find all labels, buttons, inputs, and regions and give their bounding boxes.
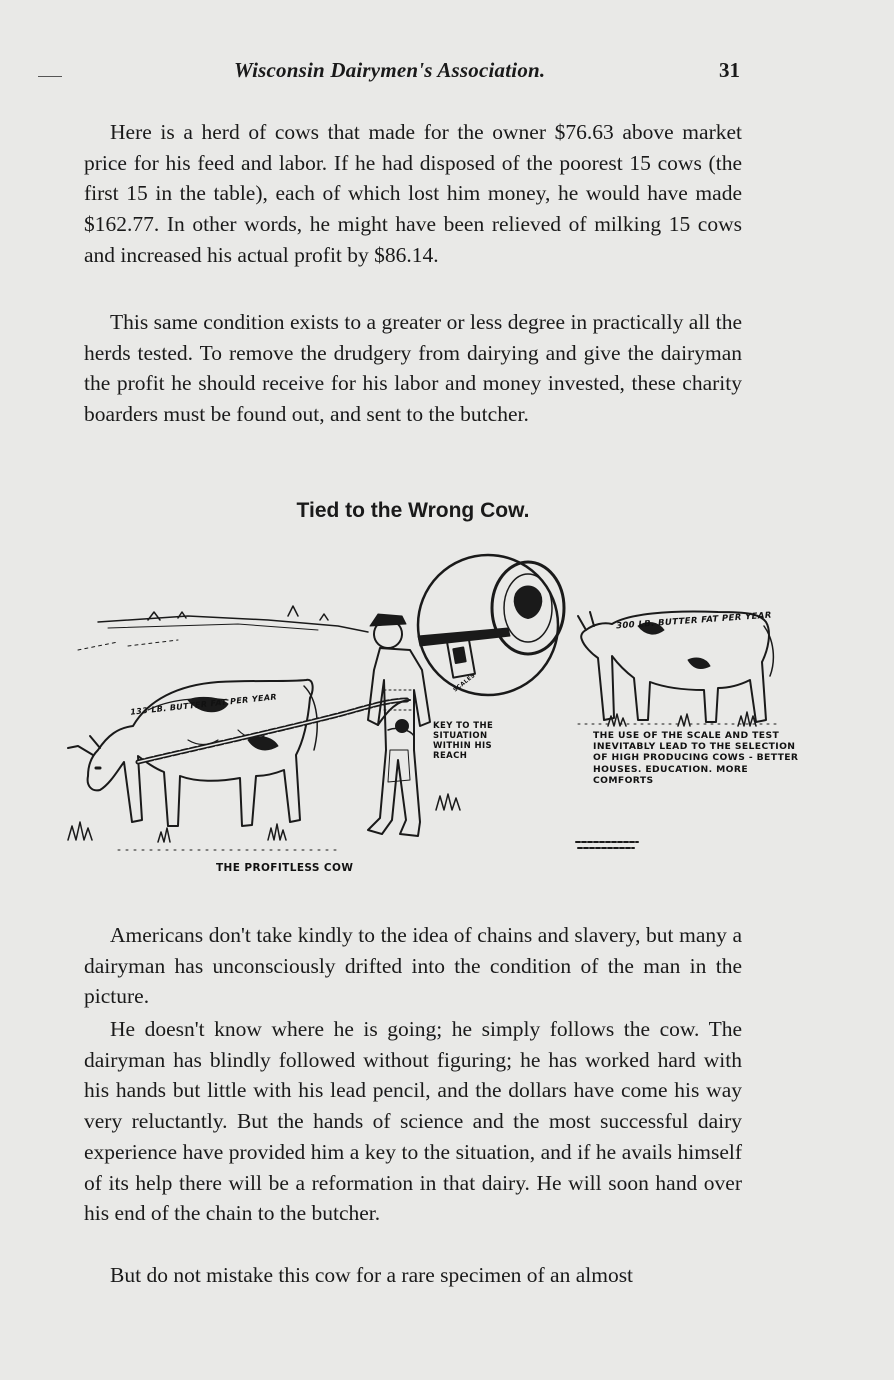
illustration-title: Tied to the Wrong Cow. — [296, 499, 530, 522]
paragraph-charity-boarders: This same condition exists to a greater or less degree in practically all the herds tested. To remove the drudgery from dairying and give the dairyman the profit he should receive for his labor and money invested, these charity boarders must be found out, and sent to the butcher. — [84, 310, 742, 427]
paragraph-herd-profit: Here is a herd of cows that made for the owner $76.63 above market price for his feed and labor. If he had disposed of the poorest 15 cows (the first 15 in the table), each of which lost him money, he would have made $162.77. In other words, he might have been relieved of milking 15 cows and increased his actual profit by $86.14. — [84, 120, 742, 267]
profitless-cow-caption: THE PROFITLESS COW — [216, 862, 354, 874]
cartoon-drawing — [38, 550, 798, 890]
margin-mark — [38, 76, 62, 77]
right-cow-label: 300 LB. BUTTER FAT PER YEAR — [615, 610, 773, 632]
paragraph-chains: Americans don't take kindly to the idea of chains and slavery, but many a dairyman has unconsciously drifted into the condition of the man in the picture. — [84, 923, 742, 1009]
scale-caption: THE USE OF THE SCALE AND TEST INEVITABLY LEAD TO THE SELECTION OF HIGH PRODUCING COWS - BETTER HOUSES. EDUCATION. MORE COMFORTS — [593, 730, 799, 786]
illustration-tied-to-wrong-cow — [38, 550, 798, 890]
paragraph-rare-specimen: But do not mistake this cow for a rare specimen of an almost — [110, 1263, 634, 1287]
key-caption: KEY TO THE SITUATION WITHIN HIS REACH — [433, 721, 494, 761]
left-cow-label: 133 LB. BUTTER FAT PER YEAR — [129, 692, 278, 717]
paragraph-follows-cow: He doesn't know where he is going; he simply follows the cow. The dairyman has blindly followed without figuring; he has worked hard with his hands but little with his lead pencil, and the dollars have come his way very reluctantly. But the hands of science and the most successful dairy experience have provided him a key to the situation, and if he avails himself of its help there will be a reformation in that dairy. He will soon hand over his end of the chain to the butcher. — [84, 1017, 742, 1226]
running-head — [84, 58, 744, 88]
page-number: 31 — [719, 58, 740, 82]
scales-label: SCALES — [452, 672, 477, 694]
running-head-title: Wisconsin Dairymen's Association. — [234, 58, 546, 82]
